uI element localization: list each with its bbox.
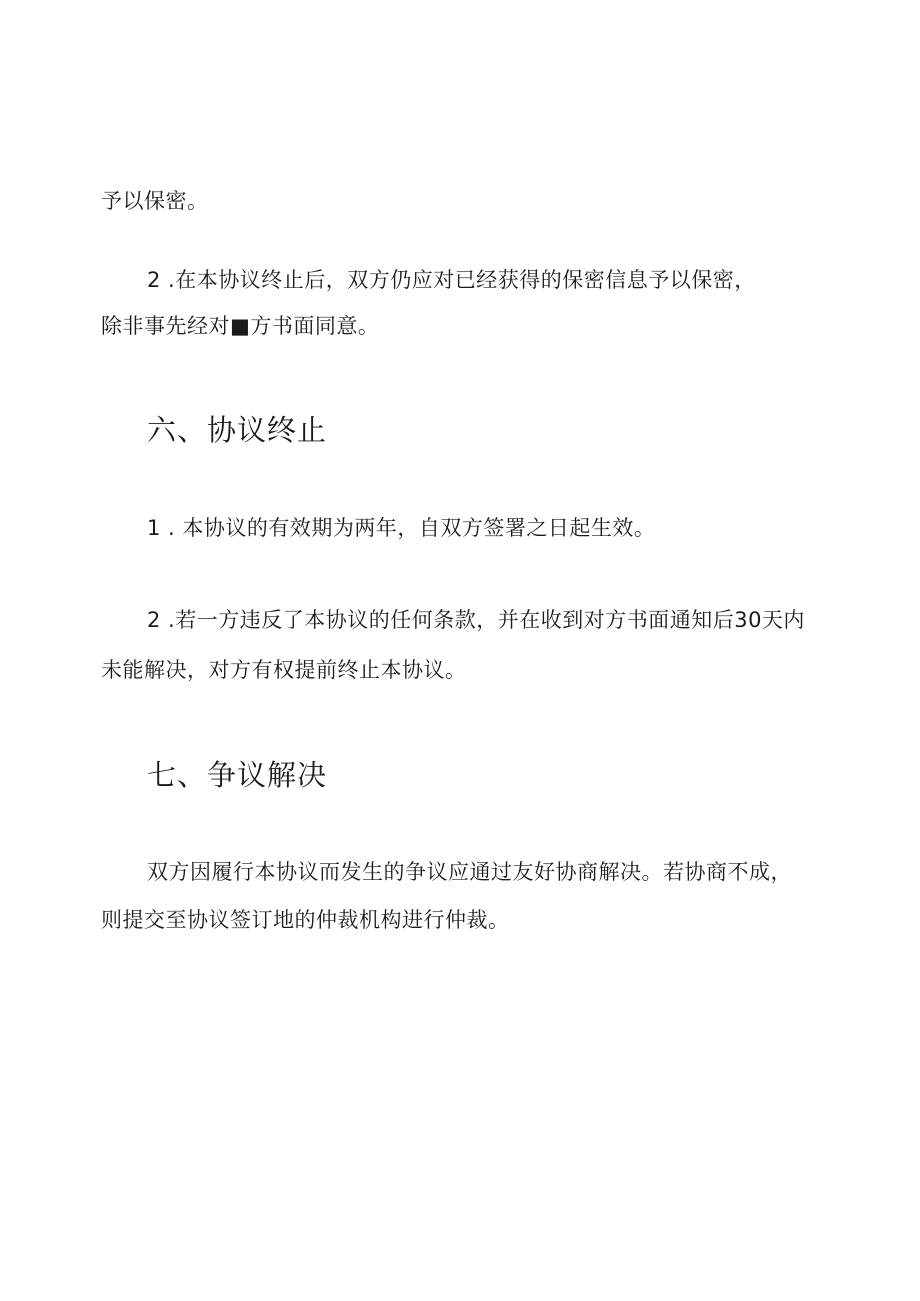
section-7-heading: 七、争议解决 (147, 758, 328, 792)
section-6-item-2-line-2: 未能解决，对方有权提前终止本协议。 (101, 658, 467, 682)
section-7-paragraph-line-2: 则提交至协议签订地的仲裁机构进行仲裁。 (101, 908, 510, 932)
section-7-paragraph-line-1: 双方因履行本协议而发生的争议应通过友好协商解决。若协商不成， (147, 860, 792, 884)
section-5-item-2-line-1: 2 .在本协议终止后，双方仍应对已经获得的保密信息予以保密， (147, 268, 756, 292)
section-5-item-2-line-2: 除非事先经对■方书面同意。 (101, 314, 380, 338)
section-6-item-1-line-1: 1 . 本协议的有效期为两年，自双方签署之日起生效。 (147, 516, 656, 540)
section-6-heading: 六、协议终止 (147, 413, 328, 447)
section-6-item-2-line-1: 2 .若一方违反了本协议的任何条款，并在收到对方书面通知后30天内 (147, 608, 805, 632)
continuation-text-line-1: 予以保密。 (101, 189, 209, 213)
